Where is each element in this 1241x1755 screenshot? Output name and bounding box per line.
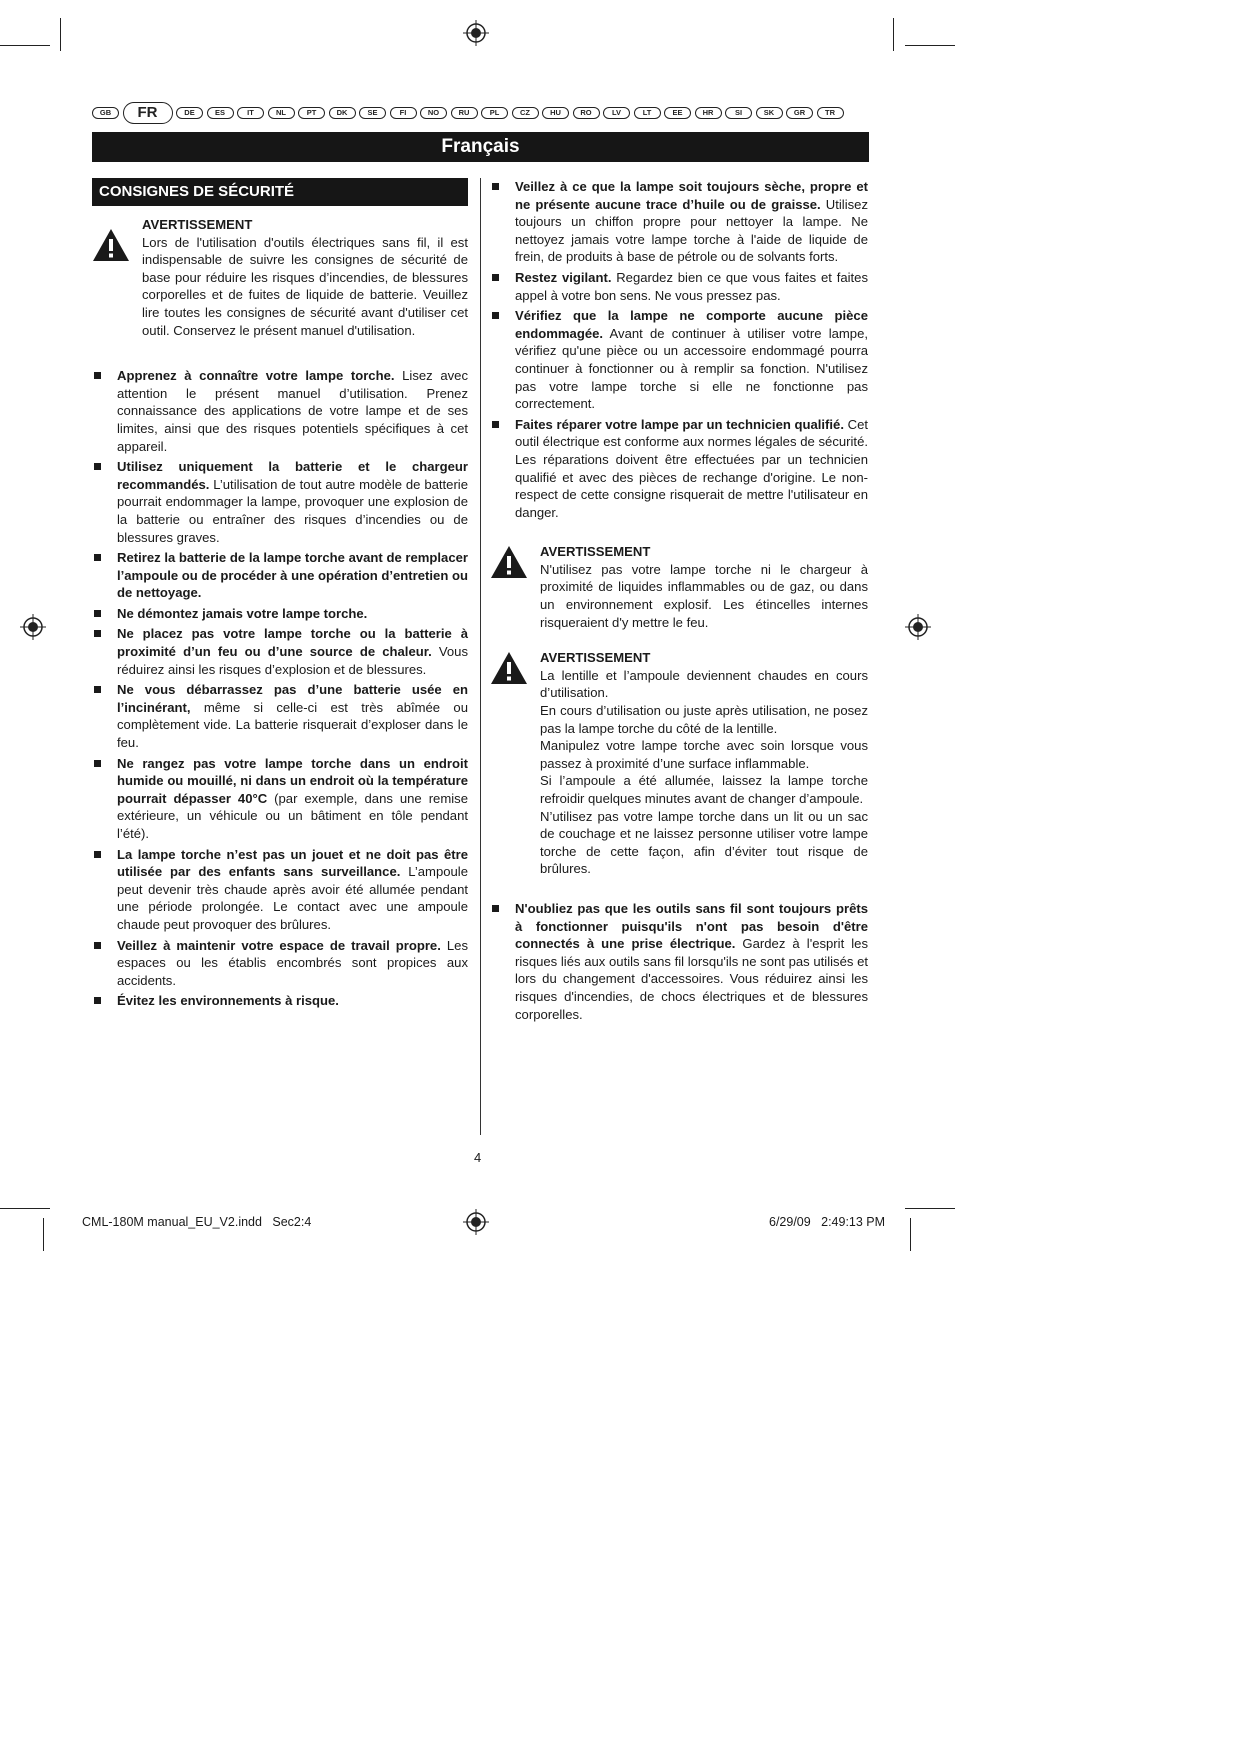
square-bullet-icon — [94, 942, 101, 949]
square-bullet-icon — [492, 274, 499, 281]
item-text: Utilisez toujours un chiffon propre pour nettoyer la lampe. Ne nettoyez jamais votre lampe torche à l'aide de liquide de frein, de produits à base de pétrole ou de solvants forts. — [515, 196, 869, 265]
item-bold: Veillez à maintenir votre espace de travail propre. — [117, 937, 441, 953]
square-bullet-icon — [492, 312, 499, 319]
crop-mark — [0, 1208, 50, 1209]
lang-si: SI — [725, 107, 752, 119]
square-bullet-icon — [94, 997, 101, 1004]
crop-mark — [43, 1218, 44, 1251]
warning-paragraph: Lors de l'utilisation d'outils électriques sans fil, il est indispensable de suivre les consignes de sécurité de base pour réduire les risques d’incendies, de blessures corporelles et de fuites de liquide de batterie. Veuillez lire toutes les consignes de sécurité avant d'utiliser cet outil. Conservez le présent manuel d'utilisation. — [142, 234, 468, 338]
square-bullet-icon — [492, 421, 499, 428]
item-bold: Vérifiez que la lampe ne comporte aucune pièce endommagée. — [515, 308, 868, 341]
warning-triangle-icon — [490, 543, 540, 631]
registration-mark-icon — [463, 1209, 489, 1235]
page-number: 4 — [474, 1150, 482, 1165]
section-heading: CONSIGNES DE SÉCURITÉ — [92, 178, 468, 206]
item-bold: N'oubliez pas que les outils sans fil sont toujours prêts à fonctionner puisqu'ils n'ont pas besoin d'être connectés à une prise électrique. — [515, 900, 868, 952]
warning-paragraph: N'utilisez pas votre lampe torche ni le chargeur à proximité de liquides inflammables ou de gaz, ou dans un environnement explosif. Les étincelles internes risqueraient d'y mettre le feu. — [540, 561, 868, 630]
warning-block — [92, 216, 468, 339]
item-bold: La lampe torche n’est pas un jouet et ne doit pas être utilisée par des enfants sans surveillance. — [117, 846, 468, 880]
warning-paragraph: Manipulez votre lampe torche avec soin lorsque vous passez à proximité d’une surface inflammable. — [540, 738, 868, 771]
crop-mark — [0, 45, 50, 46]
item-text: Regardez bien ce que vous faites et faites appel à votre bon sens. Ne vous pressez pas. — [515, 269, 868, 303]
list-item — [490, 307, 868, 413]
footer-file-info: CML-180M manual_EU_V2.indd Sec2:4 — [82, 1215, 312, 1229]
item-bold: Faites réparer votre lampe par un technicien qualifié. — [515, 416, 844, 432]
footer-timestamp: 6/29/09 2:49:13 PM — [769, 1215, 886, 1229]
square-bullet-icon — [94, 630, 101, 637]
lang-fr-active: FR — [123, 102, 173, 124]
warning-paragraph: La lentille et l’ampoule deviennent chaudes en cours d’utilisation. — [540, 667, 868, 701]
lang-tr: TR — [817, 107, 844, 119]
list-item — [92, 937, 468, 990]
page-title: Français — [92, 132, 869, 162]
lang-nl: NL — [268, 107, 295, 119]
warning-paragraph: N’utilisez pas votre lampe torche dans un lit ou un sac de couchage et ne laissez personne utiliser votre lampe torche de cette façon, afin d’éviter tout risque de brûlures. — [540, 808, 868, 877]
item-bold: Ne placez pas votre lampe torche ou la batterie à proximité d’un feu ou d’une source de chaleur. — [117, 626, 468, 660]
safety-list-final — [490, 900, 868, 1023]
warning-text — [540, 649, 868, 878]
lang-ro: RO — [573, 107, 600, 119]
left-column — [92, 178, 468, 1013]
warning-paragraph: Si l’ampoule a été allumée, laissez la lampe torche refroidir quelques minutes avant de changer d’ampoule. — [540, 773, 868, 806]
safety-list-left — [92, 367, 468, 1010]
list-item — [490, 178, 868, 266]
square-bullet-icon — [94, 610, 101, 617]
item-text: L’ampoule peut devenir très chaude après avoir été allumée pendant une période prolongée. Le contact avec une ampoule chaude peut provoquer des brûlures. — [117, 864, 468, 932]
list-item — [92, 681, 468, 751]
list-item — [92, 992, 468, 1010]
registration-mark-icon — [20, 614, 46, 640]
lang-se: SE — [359, 107, 386, 119]
list-item — [490, 900, 868, 1023]
square-bullet-icon — [492, 905, 499, 912]
crop-mark — [905, 1208, 955, 1209]
item-bold: Veillez à ce que la lampe soit toujours sèche, propre et ne présente aucune trace d’huile ou de graisse. — [515, 179, 868, 212]
warning-title: AVERTISSEMENT — [540, 650, 651, 666]
square-bullet-icon — [94, 760, 101, 767]
item-bold: Ne démontez jamais votre lampe torche. — [117, 605, 368, 621]
language-bar — [92, 101, 862, 125]
list-item — [92, 549, 468, 602]
item-text: L’utilisation de tout autre modèle de batterie pourrait endommager la lampe, provoquer une explosion de la batterie ou entraîner des risques d’incendies ou de blessures graves. — [117, 476, 468, 545]
list-item — [490, 269, 868, 304]
square-bullet-icon — [492, 183, 499, 190]
warning-triangle-icon — [92, 216, 142, 339]
lang-fi: FI — [390, 107, 417, 119]
lang-gr: GR — [786, 107, 813, 119]
lang-hr: HR — [695, 107, 722, 119]
crop-mark — [910, 1218, 911, 1251]
item-bold: Ne vous débarrassez pas d’une batterie usée en l’incinérant, — [117, 682, 468, 715]
list-item — [92, 367, 468, 455]
item-bold: Restez vigilant. — [515, 269, 612, 285]
warning-title: AVERTISSEMENT — [142, 217, 253, 232]
registration-mark-icon — [905, 614, 931, 640]
crop-mark — [60, 18, 61, 51]
item-text: Cet outil électrique est conforme aux normes légales de sécurité. Les réparations doivent être effectuées par un technicien qualifié et avec des pièces de rechange d'origine. Le non-respect de cette consigne risquerait de mettre l'utilisateur en danger. — [515, 416, 869, 520]
registration-mark-icon — [463, 20, 489, 46]
item-bold: Retirez la batterie de la lampe torche avant de remplacer l’ampoule ou de procéder à une opération d’entretien ou de nettoyage. — [117, 550, 468, 601]
lang-cz: CZ — [512, 107, 539, 119]
lang-no: NO — [420, 107, 447, 119]
item-text: Avant de continuer à utiliser votre lampe, vérifiez qu'une pièce ou un accessoire endommagé pourra continuer à fonctionner ou à remplir sa fonction. N'utilisez pas votre lampe torche si elle ne fonctionne pas correctement. — [515, 325, 868, 412]
crop-mark — [905, 45, 955, 46]
item-text: Lisez avec attention le présent manuel d’utilisation. Prenez connaissance des applications de votre lampe et de ses limites, ainsi que des risques potentiels spécifiques à cet appareil. — [117, 368, 468, 454]
item-bold: Évitez les environnements à risque. — [117, 993, 339, 1009]
item-bold: Utilisez uniquement la batterie et le chargeur recommandés. — [117, 459, 468, 492]
list-item — [92, 625, 468, 678]
warning-text — [142, 216, 468, 339]
list-item — [490, 416, 868, 522]
square-bullet-icon — [94, 372, 101, 379]
right-column — [490, 178, 868, 1026]
item-bold: Ne rangez pas votre lampe torche dans un endroit humide ou mouillé, ni dans un endroit où la température pourrait dépasser 40°C — [117, 755, 468, 806]
item-text: Gardez à l'esprit les risques liés aux outils sans fil lorsqu'ils ne sont pas utilisés et lors du changement d'accessoires. Vous réduirez ainsi les risques d'incendies, de chocs électriques et de blessures corporelles. — [515, 936, 869, 1022]
lang-pl: PL — [481, 107, 508, 119]
square-bullet-icon — [94, 851, 101, 858]
item-bold: Apprenez à connaître votre lampe torche. — [117, 368, 395, 384]
warning-triangle-icon — [490, 649, 540, 878]
safety-list-right — [490, 178, 868, 521]
item-text: Vous réduirez ainsi les risques d’explosion et de blessures. — [117, 644, 469, 677]
warning-paragraph: En cours d’utilisation ou juste après utilisation, ne posez pas la lampe torche du côté de la lentille. — [540, 703, 868, 736]
item-text: même si celle-ci est très abîmée ou complètement vide. La batterie risquerait d’exploser dans le feu. — [117, 699, 468, 751]
lang-pt: PT — [298, 107, 325, 119]
lang-sk: SK — [756, 107, 783, 119]
square-bullet-icon — [94, 463, 101, 470]
list-item — [92, 846, 468, 934]
list-item — [92, 458, 468, 546]
list-item — [92, 605, 468, 623]
item-text: (par exemple, dans une remise extérieure, un véhicule ou un bâtiment en tôle pendant l’été). — [117, 790, 468, 841]
crop-mark — [893, 18, 894, 51]
lang-dk: DK — [329, 107, 356, 119]
item-text: Les espaces ou les établis encombrés sont propices aux accidents. — [117, 937, 469, 988]
warning-block — [490, 543, 868, 631]
lang-ee: EE — [664, 107, 691, 119]
square-bullet-icon — [94, 554, 101, 561]
square-bullet-icon — [94, 686, 101, 693]
warning-block — [490, 649, 868, 878]
column-divider — [480, 178, 481, 1135]
lang-hu: HU — [542, 107, 569, 119]
lang-es: ES — [207, 107, 234, 119]
lang-lt: LT — [634, 107, 661, 119]
lang-de: DE — [176, 107, 203, 119]
lang-lv: LV — [603, 107, 630, 119]
lang-ru: RU — [451, 107, 478, 119]
warning-title: AVERTISSEMENT — [540, 544, 651, 560]
warning-text — [540, 543, 868, 631]
lang-gb: GB — [92, 107, 119, 119]
lang-it: IT — [237, 107, 264, 119]
list-item — [92, 755, 468, 843]
